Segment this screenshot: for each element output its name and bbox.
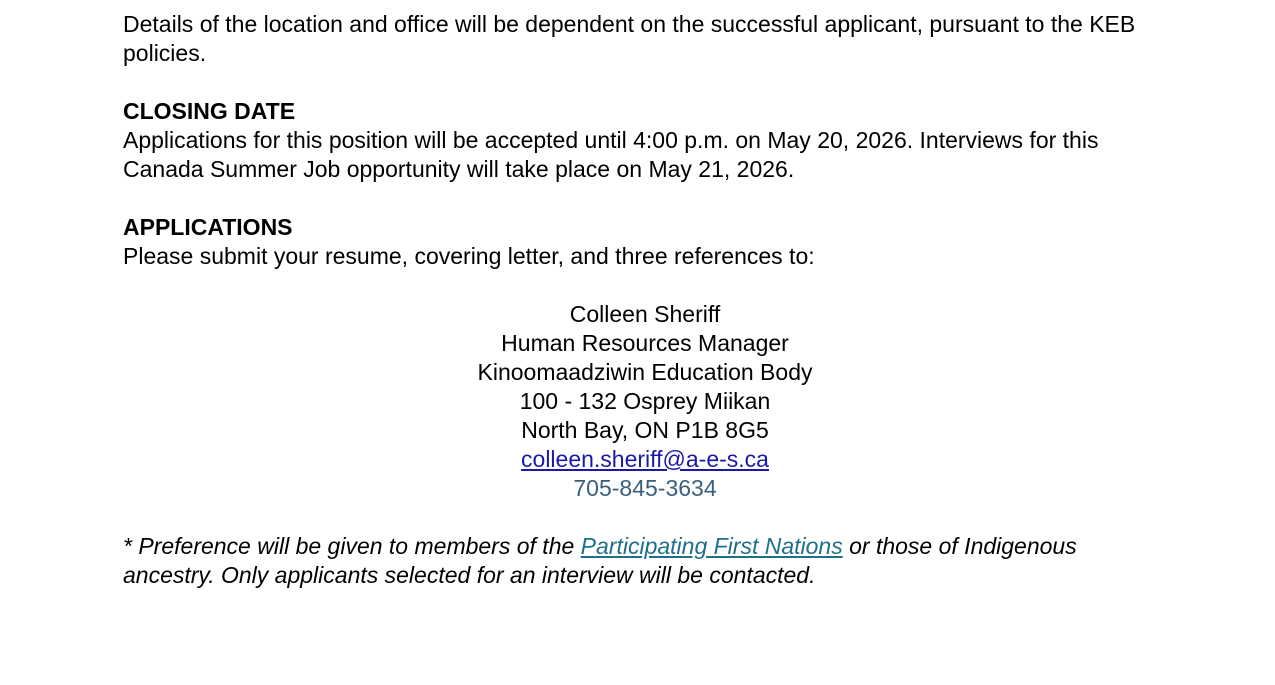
participating-first-nations-link[interactable]: Participating First Nations <box>580 533 843 559</box>
contact-email-link[interactable]: colleen.sheriff@a-e-s.ca <box>521 446 769 472</box>
contact-name: Colleen Sheriff <box>569 301 721 327</box>
preference-note-suffix: or those of Indigenous ancestry. Only applicants selected for an interview will be contacted. <box>123 533 1077 588</box>
applications-heading: APPLICATIONS <box>123 214 293 240</box>
closing-date-heading: CLOSING DATE <box>123 98 296 124</box>
contact-city: North Bay, ON P1B 8G5 <box>521 417 769 443</box>
contact-phone: 705-845-3634 <box>573 475 717 501</box>
contact-email-line <box>123 445 1167 474</box>
document-content <box>123 10 1173 590</box>
applications-paragraph: Please submit your resume, covering letter, and three references to: <box>123 243 815 269</box>
preference-note-prefix: * Preference will be given to members of the <box>123 533 581 559</box>
location-paragraph: Details of the location and office will be dependent on the successful applicant, pursuant to the KEB policies. <box>123 11 1136 66</box>
spacer <box>123 184 1173 213</box>
spacer <box>123 503 1173 532</box>
spacer <box>123 68 1173 97</box>
spacer <box>123 271 1173 300</box>
contact-title: Human Resources Manager <box>501 330 789 356</box>
contact-address-block <box>123 300 1167 503</box>
preference-note <box>123 532 1173 590</box>
contact-street: 100 - 132 Osprey Miikan <box>519 388 771 414</box>
contact-organization: Kinoomaadziwin Education Body <box>477 359 813 385</box>
closing-date-paragraph: Applications for this position will be accepted until 4:00 p.m. on May 20, 2026. Interviews for this Canada Summer Job opportunity will take place on May 21, 2026. <box>123 127 1099 182</box>
